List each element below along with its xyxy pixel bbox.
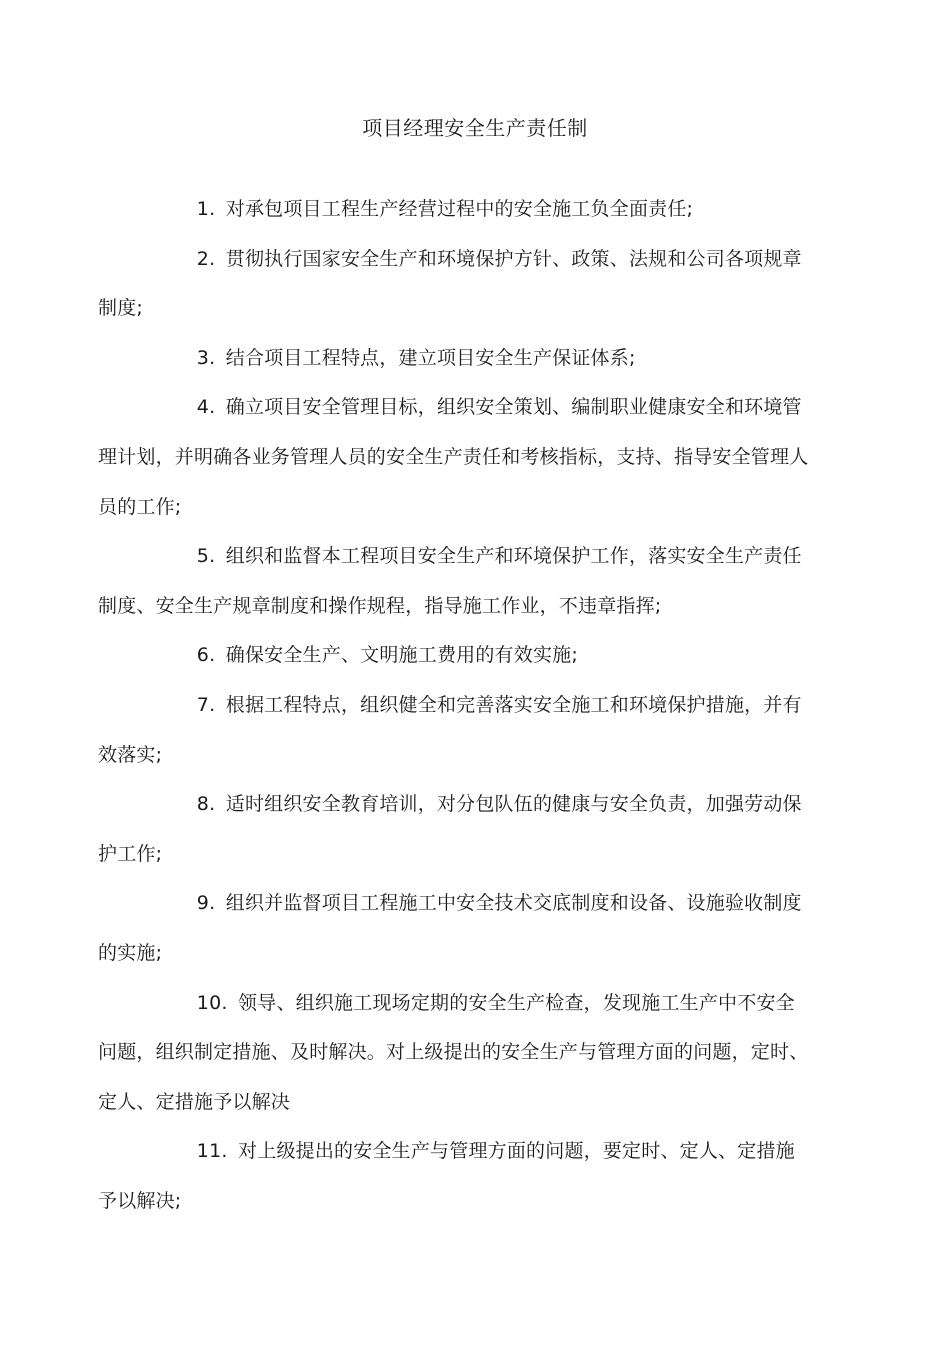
list-item (98, 979, 814, 1128)
item-text: 贯彻执行国家安全生产和环境保护方针、政策、法规和公司各项规章制度; (98, 247, 802, 320)
item-text: 根据工程特点，组织健全和完善落实安全施工和环境保护措施，并有效落实; (98, 693, 802, 766)
item-number: 8. (196, 793, 216, 816)
list-item (98, 532, 814, 631)
item-text: 确保安全生产、文明施工费用的有效实施; (225, 644, 578, 667)
item-number: 9. (196, 892, 216, 915)
item-text: 对承包项目工程生产经营过程中的安全施工负全面责任; (225, 198, 694, 220)
item-number: 5. (196, 545, 216, 568)
list-item (98, 383, 814, 532)
item-number: 3. (196, 346, 216, 369)
item-number: 7. (196, 693, 216, 716)
item-number: 6. (196, 644, 216, 667)
item-number: 10. (196, 991, 228, 1014)
document-body (98, 185, 814, 1226)
item-number: 1. (196, 198, 216, 220)
list-item (98, 235, 814, 334)
document-title: 项目经理安全生产责任制 (362, 116, 588, 140)
item-text: 组织和监督本工程项目安全生产和环境保护工作，落实安全生产责任制度、安全生产规章制度和操作规程，指导施工作业，不违章指挥; (98, 545, 802, 617)
list-item (98, 1127, 814, 1226)
list-item (98, 780, 814, 879)
item-text: 确立项目安全管理目标，组织安全策划、编制职业健康安全和环境管理计划，并明确各业务管理人员的安全生产责任和考核指标，支持、指导安全管理人员的工作; (98, 396, 809, 518)
item-number: 2. (196, 247, 216, 270)
item-text: 领导、组织施工现场定期的安全生产检查，发现施工生产中不安全问题，组织制定措施、及时解决。对上级提出的安全生产与管理方面的问题，定时、定人、定措施予以解决 (98, 991, 809, 1113)
list-item (98, 631, 814, 681)
item-text: 结合项目工程特点，建立项目安全生产保证体系; (225, 346, 636, 369)
item-text: 对上级提出的安全生产与管理方面的问题，要定时、定人、定措施予以解决; (98, 1140, 795, 1212)
item-text: 适时组织安全教育培训，对分包队伍的健康与安全负责，加强劳动保护工作; (98, 793, 802, 865)
list-item (98, 879, 814, 978)
list-item (98, 185, 814, 235)
list-item (98, 334, 814, 384)
item-number: 11. (196, 1140, 228, 1163)
item-text: 组织并监督项目工程施工中安全技术交底制度和设备、设施验收制度的实施; (98, 892, 802, 964)
list-item (98, 681, 814, 780)
item-number: 4. (196, 396, 216, 419)
